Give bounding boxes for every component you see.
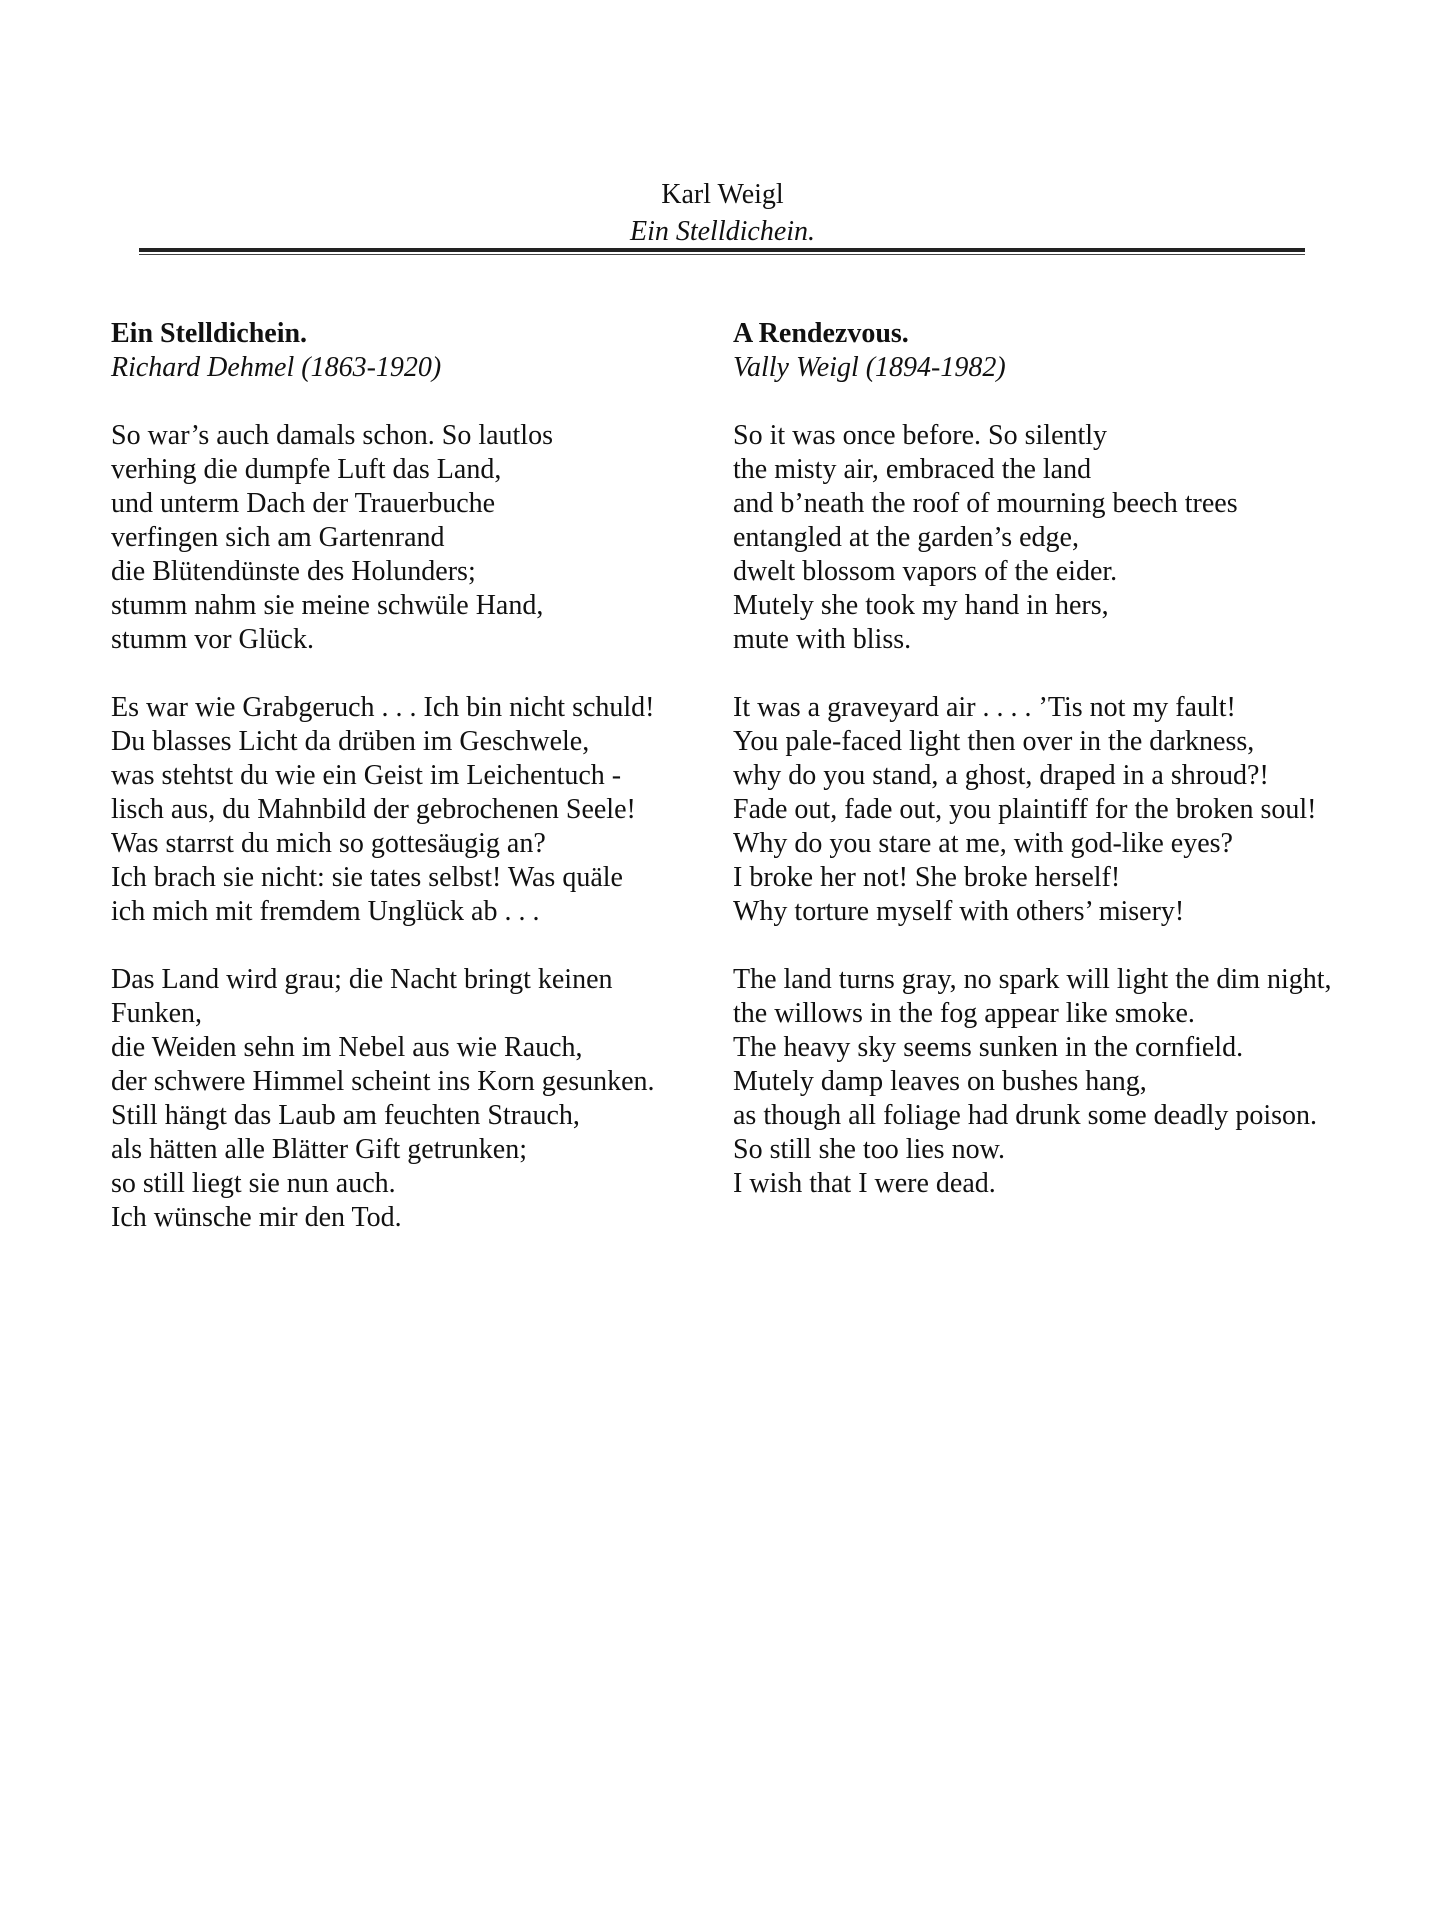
header-rule (139, 248, 1305, 255)
poem-line: Mutely damp leaves on bushes hang, (733, 1066, 1147, 1097)
page-header (0, 176, 1445, 250)
german-text-column (111, 317, 731, 1235)
poem-line: So it was once before. So silently (733, 420, 1108, 451)
poem-line: entangled at the garden’s edge, (733, 522, 1079, 553)
stanza (733, 419, 1393, 657)
poem-line: und unterm Dach der Trauerbuche (111, 488, 496, 519)
poem-line: Es war wie Grabgeruch . . . Ich bin nicht schuld! (111, 692, 655, 723)
poem-line: as though all foliage had drunk some deadly poison. (733, 1100, 1317, 1131)
english-stanzas (733, 419, 1393, 1201)
header-rule-thin (139, 254, 1305, 255)
poem-line: and b’neath the roof of mourning beech trees (733, 488, 1238, 519)
english-poem-author: Vally Weigl (1894-1982) (733, 352, 1006, 383)
composer-name: Karl Weigl (661, 179, 784, 210)
poem-line: Funken, (111, 998, 202, 1029)
poem-line: was stehtst du wie ein Geist im Leichentuch - (111, 760, 622, 791)
poem-line: The land turns gray, no spark will light the dim night, (733, 964, 1332, 995)
german-stanzas (111, 419, 731, 1235)
poem-line: Still hängt das Laub am feuchten Strauch, (111, 1100, 580, 1131)
poem-line: I wish that I were dead. (733, 1168, 996, 1199)
poem-line: ich mich mit fremdem Unglück ab . . . (111, 896, 540, 927)
song-title: Ein Stelldichein. (629, 216, 816, 247)
poem-line: verhing die dumpfe Luft das Land, (111, 454, 502, 485)
poem-line: Ich wünsche mir den Tod. (111, 1202, 402, 1233)
poem-line: You pale-faced light then over in the darkness, (733, 726, 1255, 757)
poem-line: Why torture myself with others’ misery! (733, 896, 1185, 927)
poem-line: Was starrst du mich so gottesäugig an? (111, 828, 546, 859)
poem-line: the willows in the fog appear like smoke. (733, 998, 1195, 1029)
stanza (733, 691, 1393, 929)
poem-line: die Blütendünste des Holunders; (111, 556, 476, 587)
header-rule-thick (139, 248, 1305, 252)
english-text-column (733, 317, 1393, 1201)
poem-line: Du blasses Licht da drüben im Geschwele, (111, 726, 590, 757)
poem-line: I broke her not! She broke herself! (733, 862, 1121, 893)
english-poem-title: A Rendezvous. (733, 318, 909, 349)
poem-line: stumm vor Glück. (111, 624, 314, 655)
poem-line: It was a graveyard air . . . . ’Tis not my fault! (733, 692, 1236, 723)
poem-line: stumm nahm sie meine schwüle Hand, (111, 590, 544, 621)
poem-line: The heavy sky seems sunken in the cornfield. (733, 1032, 1244, 1063)
poem-line: So still she too lies now. (733, 1134, 1005, 1165)
poem-line: Fade out, fade out, you plaintiff for the broken soul! (733, 794, 1317, 825)
poem-line: Das Land wird grau; die Nacht bringt keinen (111, 964, 613, 995)
poem-line: als hätten alle Blätter Gift getrunken; (111, 1134, 527, 1165)
poem-line: So war’s auch damals schon. So lautlos (111, 420, 553, 451)
stanza (111, 419, 731, 657)
stanza (733, 963, 1393, 1201)
poem-line: Mutely she took my hand in hers, (733, 590, 1109, 621)
poem-line: dwelt blossom vapors of the eider. (733, 556, 1118, 587)
german-poem-title: Ein Stelldichein. (111, 318, 308, 349)
stanza (111, 963, 731, 1235)
poem-line: die Weiden sehn im Nebel aus wie Rauch, (111, 1032, 583, 1063)
poem-line: why do you stand, a ghost, draped in a shroud?! (733, 760, 1269, 791)
poem-line: mute with bliss. (733, 624, 912, 655)
poem-line: verfingen sich am Gartenrand (111, 522, 445, 553)
poem-line: Why do you stare at me, with god-like eyes? (733, 828, 1233, 859)
stanza (111, 691, 731, 929)
poem-line: the misty air, embraced the land (733, 454, 1092, 485)
german-poem-author: Richard Dehmel (1863-1920) (111, 352, 442, 383)
poem-line: Ich brach sie nicht: sie tates selbst! Was quäle (111, 862, 623, 893)
poem-line: so still liegt sie nun auch. (111, 1168, 396, 1199)
poem-line: lisch aus, du Mahnbild der gebrochenen Seele! (111, 794, 636, 825)
poem-line: der schwere Himmel scheint ins Korn gesunken. (111, 1066, 655, 1097)
